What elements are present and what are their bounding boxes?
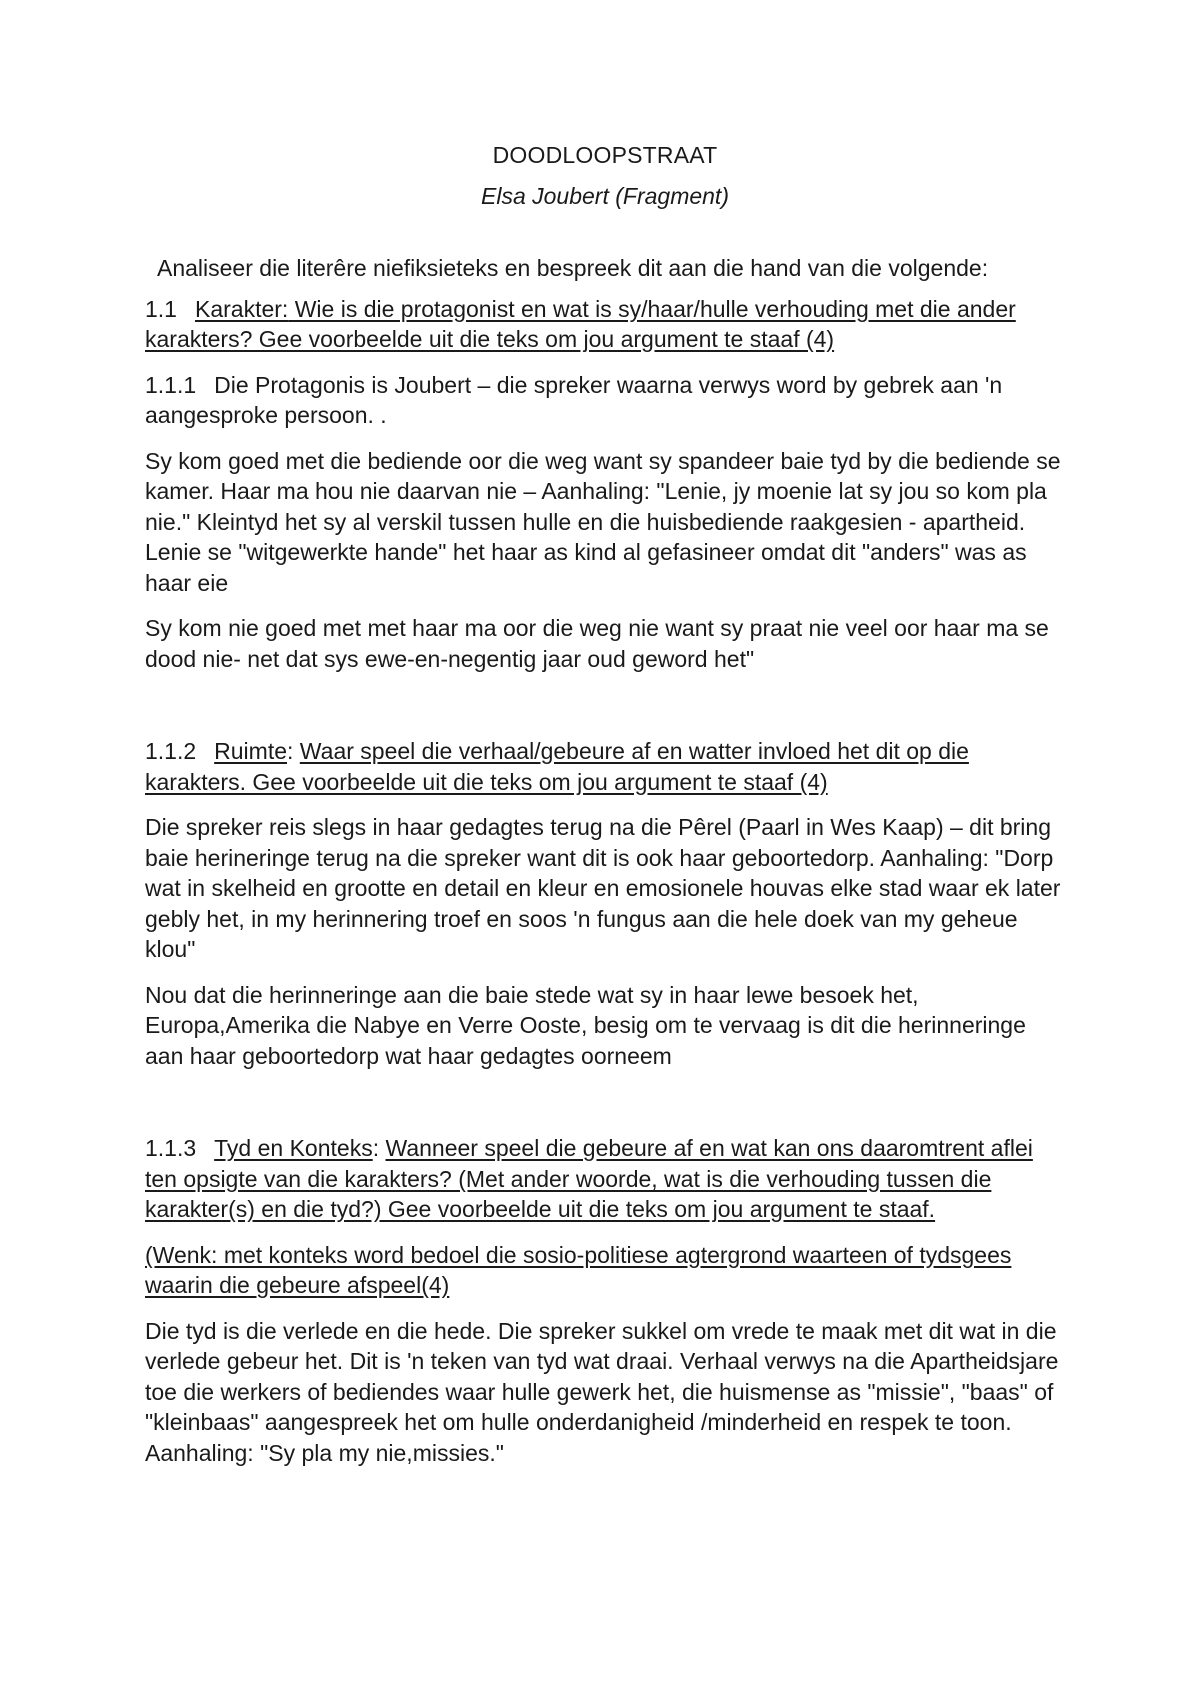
question-label: Karakter: <box>194 295 289 322</box>
paragraph-4: Nou dat die herinneringe aan die baie stede wat sy in haar lewe besoek het, Europa,Amerika die Nabye en Verre Ooste, besig om te vervaag is dit die herinneringe aan haar geboortedorp wat haar gedagtes oorneem <box>145 981 1026 1069</box>
question-text: Wanneer speel die gebeure af en wat kan ons daaromtrent aflei ten opsigte van die karakters? (Met ander woorde, wat is die verhouding tussen die karakter(s) en die tyd?) Gee voorbeelde uit die teks om jou argument te staaf. <box>145 1135 1033 1222</box>
question-text: Wie is die protagonist en wat is sy/haar/hulle verhouding met die ander karakters? Gee voorbeelde uit die teks om jou argument te staaf (4) <box>145 295 1016 352</box>
instruction-text: Analiseer die literêre niefiksieteks en bespreek dit aan die hand van die volgende: <box>157 255 989 281</box>
paragraph-1: Sy kom goed met die bediende oor die weg want sy spandeer baie tyd by die bediende se kamer. Haar ma hou nie daarvan nie – Aanhaling: "Lenie, jy moenie lat sy jou so kom pla nie." Kleintyd het sy al verskil tussen hulle en die huisbediende raakgesien - apartheid. Lenie se "witgewerkte hande" het haar as kind al gefasineer omdat dit "anders" was as haar eie <box>145 447 1061 596</box>
question-colon: : <box>287 738 300 764</box>
document-subtitle: Elsa Joubert (Fragment) <box>481 182 729 209</box>
spacer <box>145 1086 1065 1133</box>
spacer <box>145 689 1065 736</box>
paragraph-2: Sy kom nie goed met met haar ma oor die weg nie want sy praat nie veel oor haar ma se dood nie- net dat sys ewe-en-negentig jaar oud geword het" <box>145 615 1049 672</box>
question-colon: : <box>372 1135 386 1161</box>
document-title: DOODLOOPSTRAAT <box>492 142 718 168</box>
question-1-1 <box>145 294 1065 355</box>
hint-text: (Wenk: met konteks word bedoel die sosio-politiese agtergrond waarteen of tydsgees waarin die gebeure afspeel(4) <box>145 1241 1012 1298</box>
paragraph-3: Die spreker reis slegs in haar gedagtes terug na die Pêrel (Paarl in Wes Kaap) – dit bring baie herineringe terug na die spreker want dit is ook haar geboortedorp. Aanhaling: "Dorp wat in skelheid en grootte en detail en kleur en emosionele houvas elke stad waar ek later gebly het, in my herinnering troef en soos 'n fungus aan die hele doek van my geheue klou" <box>145 814 1061 962</box>
paragraph-5: Die tyd is die verlede en die hede. Die spreker sukkel om vrede te maak met dit wat in die verlede gebeur het. Dit is 'n teken van tyd wat draai. Verhaal verwys na die Apartheidsjare toe die werkers of bediendes waar hulle gewerk het, die huismense as "missie", "baas" of "kleinbaas" aangespreek het om hulle onderdanigheid /minderheid en respek te toon. Aanhaling: "Sy pla my nie,missies." <box>145 1317 1059 1466</box>
question-label: Ruimte <box>214 738 288 764</box>
answer-1-1-1 <box>145 370 1065 431</box>
question-number: 1.1.3 <box>145 1135 197 1161</box>
question-text: Waar speel die verhaal/gebeure af en watter invloed het dit op die karakters. Gee voorbeelde uit die teks om jou argument te staaf (4) <box>145 738 969 795</box>
document-page <box>145 140 1065 1483</box>
answer-number: 1.1.1 <box>145 371 197 398</box>
question-1-1-3 <box>145 1133 1065 1225</box>
question-number: 1.1 <box>145 295 177 322</box>
question-label: Tyd en Konteks <box>214 1135 373 1161</box>
question-1-1-2 <box>145 736 1065 797</box>
question-number: 1.1.2 <box>145 738 197 764</box>
answer-text: Die Protagonis is Joubert – die spreker waarna verwys word by gebrek aan 'n aangesproke persoon. . <box>145 371 1003 428</box>
